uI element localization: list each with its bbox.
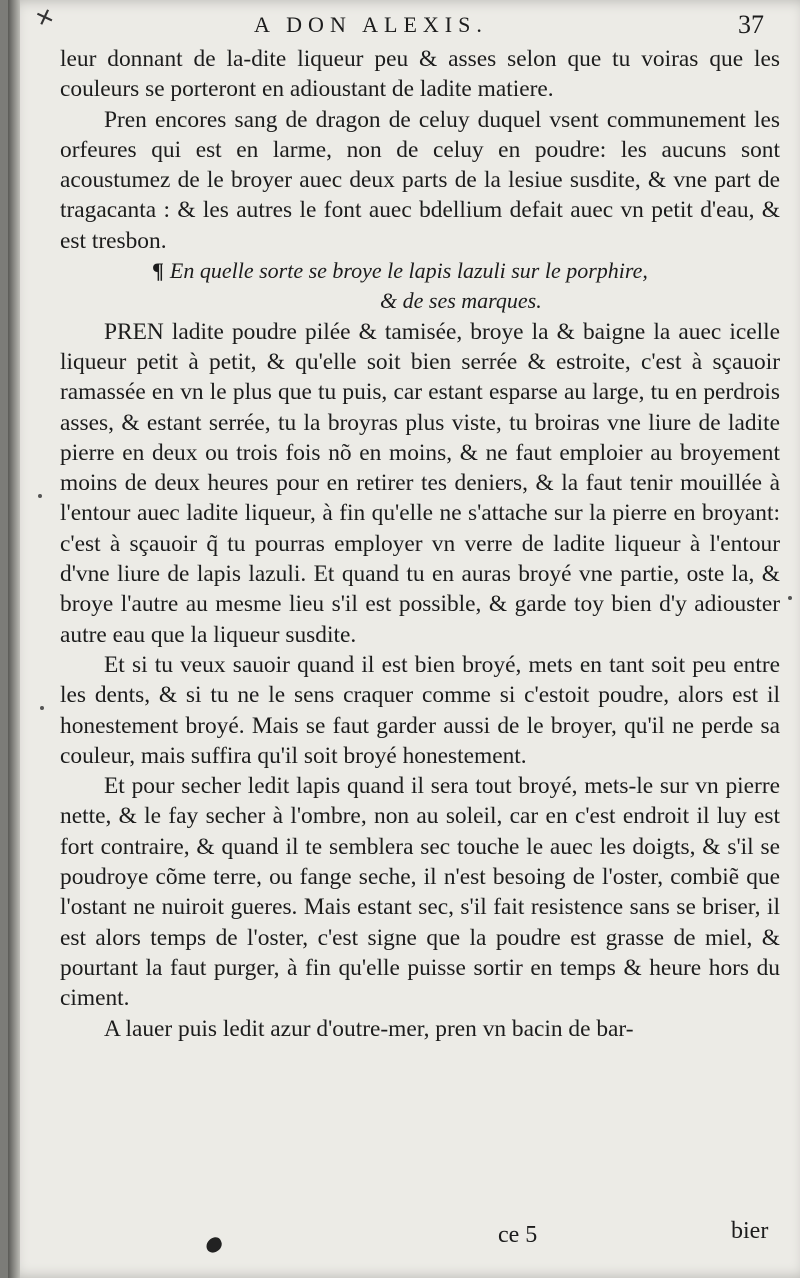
- section-heading: [60, 256, 780, 286]
- paragraph-continuation: leur donnant de la-dite liqueur peu & asses selon que tu voiras que les couleurs se porteront en adioustant de ladite matiere.: [60, 46, 780, 103]
- pilcrow-icon: ¶: [152, 258, 164, 284]
- page-footer: [8, 1218, 800, 1262]
- section-heading-line1: En quelle sorte se broye le lapis lazuli sur le porphire,: [169, 258, 648, 284]
- paragraph-dragon-blood: Pren encores sang de dragon de celuy duquel vsent communement les orfeures qui est en larme, non de celuy en poudre: les aucuns sont acoustumez de le broyer auec deux parts de la lesiue susdite, & vne part de tragacanta : & les autres le font auec bdellium defait auec vn petit d'eau, & est tresbon.: [60, 106, 780, 254]
- signature-mark: ce 5: [498, 1222, 538, 1248]
- margin-speck: [38, 494, 42, 498]
- binding-gutter-shadow: [8, 0, 20, 1278]
- corner-pen-mark: ✕: [32, 3, 59, 34]
- paragraph-drying: Et pour secher ledit lapis quand il sera tout broyé, mets-le sur vn pierre nette, & le fay secher à l'ombre, non au soleil, car en c'est endroit il luy est fort contraire, & quand il te semblera sec touche le auec les doigts, & s'il se poudroye cõme terre, ou fange seche, il n'est besoing de l'oster, combiẽ que l'ostant ne nuiroit gueres. Mais estant sec, s'il fait resistence sans se briser, il est alors temps de l'oster, c'est signe que la poudre est grasse de miel, & pourtant la faut purger, à fin qu'elle puisse sortir en temps & heure hors du ciment.: [60, 773, 780, 1012]
- paragraph-testing: Et si tu veux sauoir quand il est bien broyé, mets en tant soit peu entre les dents, & si tu ne le sens craquer comme si c'estoit poudre, alors est il honestement broyé. Mais se faut garder aussi de le broyer, qu'il ne perde sa couleur, mais suffira qu'il soit broyé honestement.: [60, 651, 780, 769]
- book-page: [8, 0, 800, 1278]
- page-header: [8, 3, 800, 46]
- margin-speck: [788, 596, 792, 600]
- page-text: [60, 44, 780, 1044]
- page-number: 37: [738, 10, 764, 39]
- paragraph-washing: A lauer puis ledit azur d'outre-mer, pren vn bacin de bar-: [104, 1015, 634, 1042]
- paragraph-grinding: PREN ladite poudre pilée & tamisée, broye la & baigne la auec icelle liqueur petit à petit, & qu'elle soit bien serrée & estroite, c'est à sçauoir ramassée en vn le plus que tu puis, car estant esparse au large, tu en perdrois asses, & estant serrée, tu la broyras plus viste, tu broiras vne liure de ladite pierre en deux ou trois fois nõ en moins, & ne faut emploier au broyement moins de deux heures pour en retirer tes deniers, & la faut tenir mouillée à l'entour auec ladite liqueur, à fin qu'elle ne s'attache sur la pierre en broyant: c'est à sçauoir q̃ tu pourras employer vn verre de ladite liqueur à l'entour d'vne liure de lapis lazuli. Et quand tu en auras broyé vne partie, oste la, & broye l'autre au mesme lieu s'il est possible, & garde toy bien d'y adiouster autre eau que la liqueur susdite.: [60, 318, 780, 648]
- section-heading-line2: & de ses marques.: [380, 288, 542, 314]
- running-head: A DON ALEXIS.: [254, 12, 488, 37]
- margin-speck: [40, 706, 44, 710]
- catchword: bier: [731, 1218, 769, 1244]
